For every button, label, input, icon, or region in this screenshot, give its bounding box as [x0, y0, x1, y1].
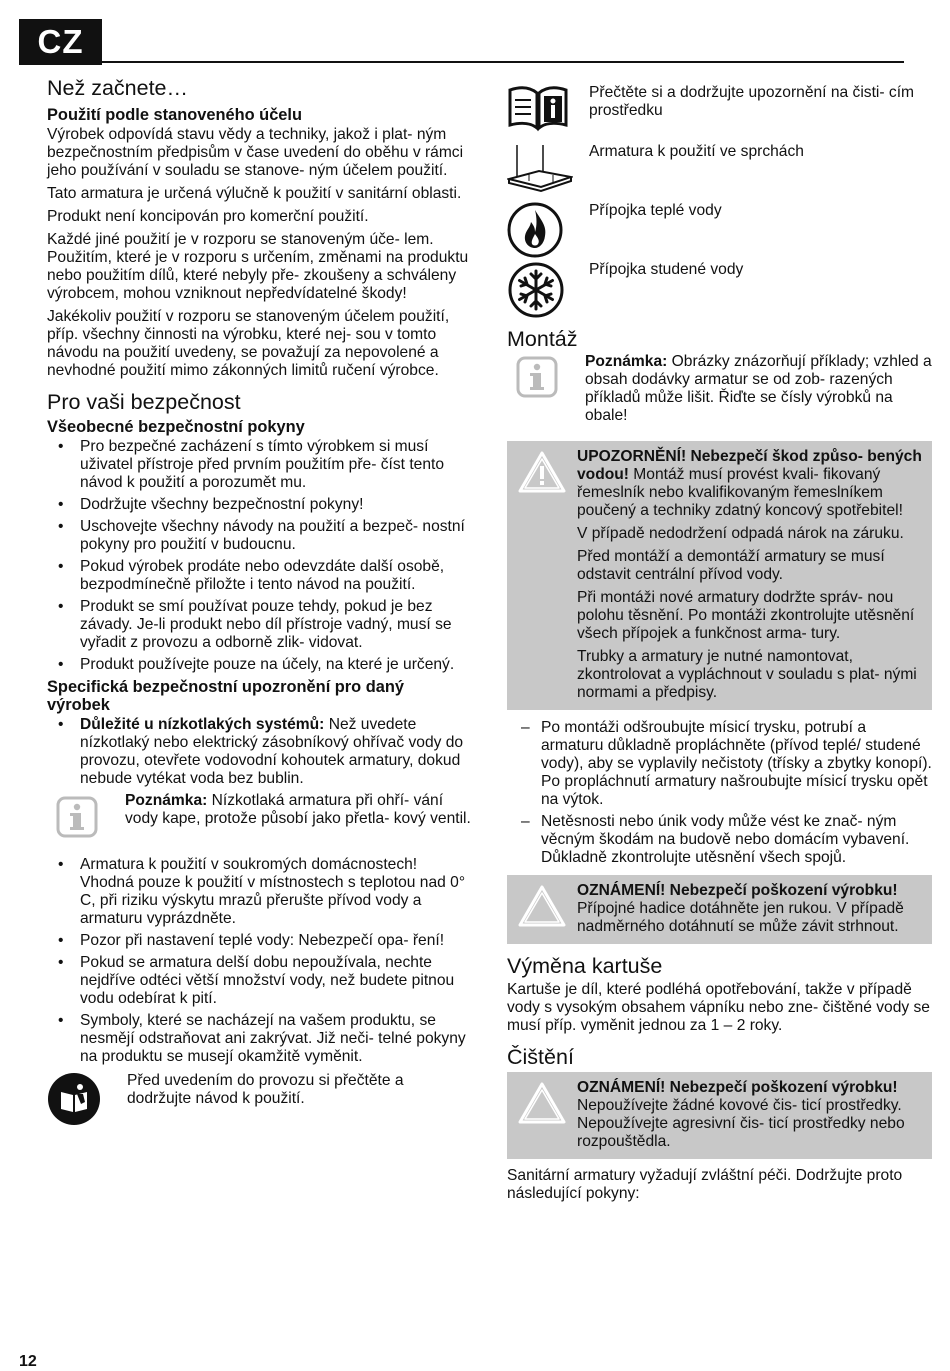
list-item: • Pokud výrobek prodáte nebo odevzdáte další osobě, bezpodmínečně přiložte i tento návod na použití.	[47, 558, 471, 594]
heading-before-start: Než začnete…	[47, 76, 189, 100]
snowflake-icon	[507, 261, 589, 324]
lowpressure-text: Než uvedete nízkotlaký nebo elektrický zásobníkový ohřívač vody do provozu, otevřete vodovodní kohoutek armatury, dokud nebude vytékat voda bez bublin.	[80, 716, 464, 787]
subheading-specific-safety: Specifická bezpečnostní upozronění pro daný výrobek	[47, 678, 405, 714]
subheading-general-safety: Všeobecné bezpečnostní pokyny	[47, 418, 305, 436]
specific-safety-list-2	[47, 856, 471, 1066]
symbol-row	[507, 143, 932, 202]
symbol-text: Armatura k použití ve sprchách	[589, 143, 804, 160]
note-text: Nízkotlaká armatura při ohří- vání vody kape, protože působí jako přetla- kový ventil.	[125, 792, 471, 827]
shower-tray-icon	[507, 143, 589, 198]
manual-info-icon	[507, 84, 589, 137]
paragraph: Každé jiné použití je v rozporu se stanoveným úče- lem. Použitím, které je v rozporu s určením, změnami na produktu nebo použitím dílů, které nebyly pře- zkoušeny a schváleny výrobcem, mohou vzniknout nepředvídatelné škody!	[47, 231, 469, 302]
list-item: • Armatura k použití v soukromých domácnostech! Vhodná pouze k použití v místnostech s teplotou nad 0° C, při riziku výskytu mrazů přerušte přívod vody a armaturu vyprázdněte.	[47, 856, 471, 928]
note-label: Poznámka:	[125, 792, 208, 809]
specific-safety-list	[47, 716, 471, 788]
notice-text: Nepoužívejte žádné kovové čis- ticí prostředky. Nepoužívejte agresivní čis- ticí prostředky nebo rozpouštědla.	[577, 1097, 905, 1150]
warning-triangle-icon	[507, 448, 577, 494]
info-icon	[47, 792, 125, 844]
water-damage-warning	[507, 441, 932, 710]
notice-triangle-icon	[507, 1079, 577, 1125]
list-item: • Pokud se armatura delší dobu nepoužívala, nechte nejdříve odtéci větší množství vody, než budete pitnou vodu odebírat k pití.	[47, 954, 471, 1008]
subheading-intended-use: Použití podle stanoveného účelu	[47, 106, 302, 124]
language-badge: CZ	[19, 19, 102, 65]
list-item: • Pro bezpečné zacházení s tímto výrobkem si musí uživatel přístroje před prvním použitím pře- číst tento návod k použití a porozumět mu.	[47, 438, 471, 492]
list-item: • Produkt se smí používat pouze tehdy, pokud je bez závady. Je-li produkt nebo díl přístroje vadný, musí se vyřadit z provozu a odborně zlik- vidovat.	[47, 598, 471, 652]
paragraph: Výrobek odpovídá stavu vědy a techniky, jakož i plat- ným bezpečnostním předpisům v čase uvedení do oběhu v rámci jeho používání v souladu se stanove- ným účelem použití.	[47, 126, 464, 179]
paragraph: Tato armatura je určená výlučně k použití v sanitární oblasti.	[47, 185, 462, 202]
paragraph: Jakékoliv použití v rozporu se stanoveným účelem použití, příp. všechny činnosti na výrobku, které nej- sou v tomto návodu na použití uvedeny, se považují za nepovolené a nevhodné použití mimo zákonných limitů ručení výrobce.	[47, 308, 450, 379]
right-column	[507, 84, 932, 1208]
list-item: • Uschovejte všechny návody na použití a bezpeč- nostní pokyny pro použití v budoucnu.	[47, 518, 471, 554]
heading-mounting: Montáž	[507, 327, 578, 351]
warning-label: UPOZORNĚNÍ! Nebezpečí škod způso- bených vodou!	[577, 448, 922, 483]
warning-paragraph: V případě nedodržení odpadá nárok na záruku.	[577, 525, 904, 542]
symbol-text: Přečtěte si a dodržujte upozornění na čisti- cím prostředku	[589, 84, 915, 119]
list-item: • Produkt používejte pouze na účely, na které je určený.	[47, 656, 471, 674]
list-item: – Netěsnosti nebo únik vody může vést ke znač- ným věcným škodám na budově nebo domácím vybavení. Důkladně zkontrolujte utěsnění všech spojů.	[507, 813, 932, 867]
left-column	[47, 76, 471, 1131]
mounting-steps	[507, 719, 932, 867]
list-item: • Pozor při nastavení teplé vody: Nebezpečí opa- ření!	[47, 932, 471, 950]
list-item: • Symboly, které se nacházejí na vašem produktu, se nesmějí odstraňovat ani zakrývat. Již neči- telné pokyny na produktu se musejí okamžitě vyměnit.	[47, 1012, 471, 1066]
notice-text: Přípojné hadice dotáhněte jen rukou. V případě nadměrného dotáhnutí se může závit strhnout.	[577, 900, 904, 935]
symbol-text: Přípojka studené vody	[589, 261, 744, 278]
warning-paragraph: Před montáží a demontáží armatury se musí odstavit centrální přívod vody.	[577, 548, 885, 583]
heading-safety: Pro vaši bezpečnost	[47, 390, 241, 414]
cleaning-notice	[507, 1072, 932, 1159]
lowpressure-label: Důležité u nízkotlakých systémů:	[80, 716, 325, 733]
general-safety-list	[47, 438, 471, 674]
list-item: – Po montáži odšroubujte mísicí trysku, potrubí a armaturu důkladně propláchněte (přívod teplé/ studené vody), aby se vyplavily nečistoty (třísky a zbytky konopí). Po propláchnutí armatury našroubujte mísicí trysku opět na výtok.	[507, 719, 932, 809]
mounting-note	[507, 353, 932, 425]
paragraph: Kartuše je díl, které podléhá opotřebování, takže v případě vody s vysokým obsahem vápníku nebo zne- čištěné vody se musí příp. vyměnit jednou za 1 – 2 roky.	[507, 981, 930, 1034]
read-manual-note	[47, 1072, 471, 1131]
notice-label: OZNÁMENÍ! Nebezpečí poškození výrobku!	[577, 1079, 898, 1096]
read-manual-text: Před uvedením do provozu si přečtěte a dodržujte návod k použití.	[127, 1072, 404, 1107]
product-damage-notice	[507, 875, 932, 944]
symbol-row	[507, 202, 932, 261]
heading-cartridge: Výměna kartuše	[507, 954, 663, 978]
note-text: Obrázky znázorňují příklady; vzhled a obsah dodávky armatur se od zob- razených příkladů může lišit. Řiďte se čísly výrobků na obale!	[585, 353, 932, 424]
note-label: Poznámka:	[585, 353, 668, 370]
list-item: • Dodržujte všechny bezpečnostní pokyny!	[47, 496, 471, 514]
low-pressure-note	[47, 792, 471, 844]
warning-paragraph: Při montáži nové armatury dodržte správ- nou polohu těsnění. Po montáži zkontrolujte utěsnění všech přípojek a funkčnost arma- tury.	[577, 589, 915, 642]
symbol-text: Přípojka teplé vody	[589, 202, 722, 219]
heading-cleaning: Čištění	[507, 1045, 574, 1069]
symbol-row	[507, 84, 932, 143]
info-icon	[507, 353, 585, 404]
symbol-row	[507, 261, 932, 327]
warning-paragraph: Trubky a armatury je nutné namontovat, zkontrolovat a vypláchnout v souladu s plat- nými normami a předpisy.	[577, 648, 917, 701]
notice-label: OZNÁMENÍ! Nebezpečí poškození výrobku!	[577, 882, 898, 899]
read-manual-icon	[47, 1072, 127, 1131]
page-number: 12	[19, 1353, 37, 1370]
notice-triangle-icon	[507, 882, 577, 928]
warning-text: Montáž musí provést kvali- fikovaný řemeslník nebo kvalifikovaným řemeslníkem poučený a techniky zdatný koncový spotřebitel!	[577, 466, 903, 519]
paragraph: Produkt není koncipován pro komerční použití.	[47, 208, 369, 225]
header-rule	[102, 61, 904, 63]
flame-icon	[507, 202, 589, 263]
paragraph: Sanitární armatury vyžadují zvláštní péči. Dodržujte proto následující pokyny:	[507, 1167, 903, 1202]
list-item	[47, 716, 471, 788]
